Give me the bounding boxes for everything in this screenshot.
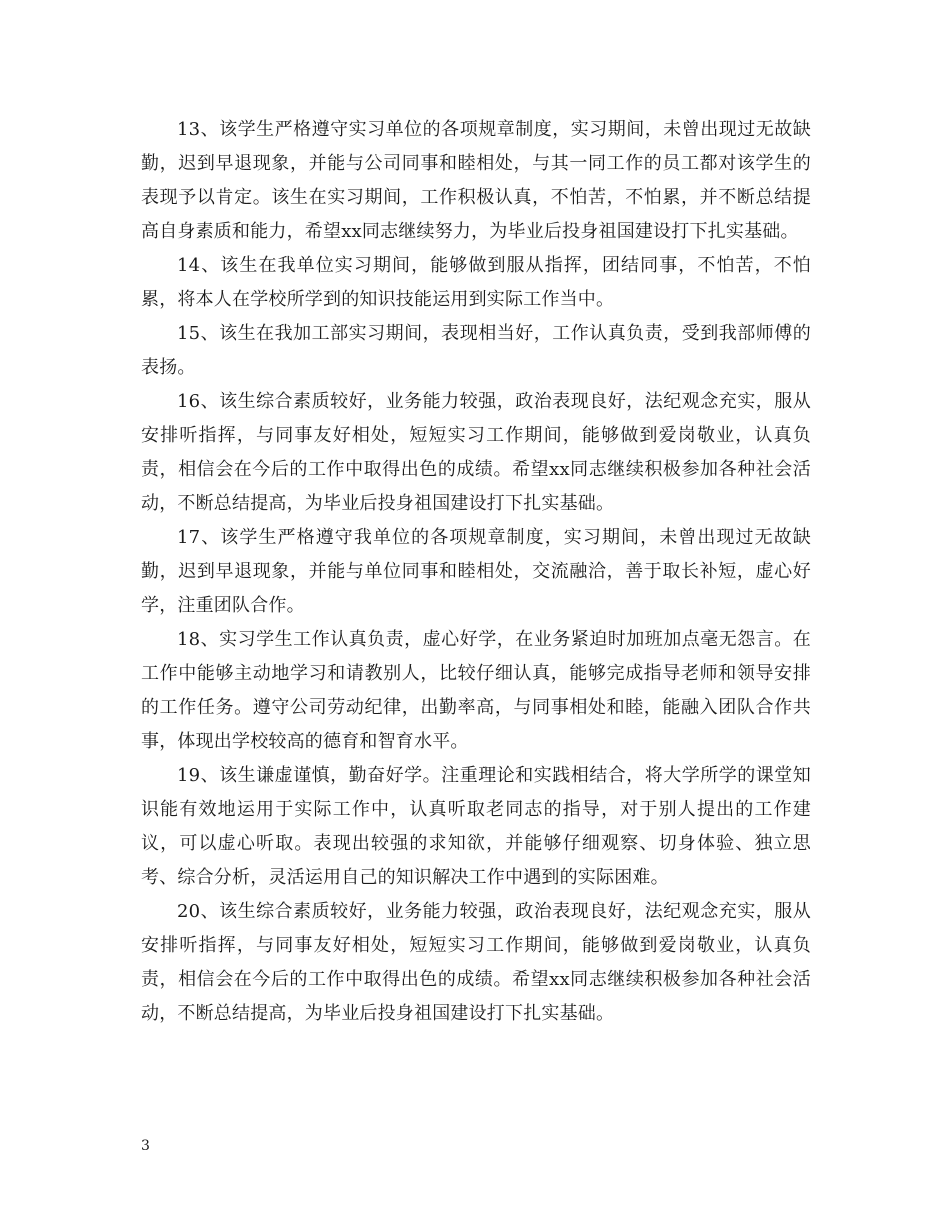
document-body [141, 113, 811, 1031]
paragraph-14: 14、该生在我单位实习期间，能够做到服从指挥，团结同事，不怕苦，不怕累，将本人在学校所学到的知识技能运用到实际工作当中。 [141, 255, 811, 310]
paragraph-16: 16、该生综合素质较好，业务能力较强，政治表现良好，法纪观念充实，服从安排听指挥，与同事友好相处，短短实习工作期间，能够做到爱岗敬业，认真负责，相信会在今后的工作中取得出色的成绩。希望xx同志继续积极参加各种社会活动，不断总结提高，为毕业后投身祖国建设打下扎实基础。 [141, 391, 811, 514]
paragraph-18: 18、实习学生工作认真负责，虚心好学，在业务紧迫时加班加点毫无怨言。在工作中能够主动地学习和请教别人，比较仔细认真，能够完成指导老师和领导安排的工作任务。遵守公司劳动纪律，出勤率高，与同事相处和睦，能融入团队合作共事，体现出学校较高的德育和智育水平。 [141, 629, 811, 752]
paragraph-13: 13、该学生严格遵守实习单位的各项规章制度，实习期间，未曾出现过无故缺勤，迟到早退现象，并能与公司同事和睦相处，与其一同工作的员工都对该学生的表现予以肯定。该生在实习期间，工作积极认真，不怕苦，不怕累，并不断总结提高自身素质和能力，希望xx同志继续努力，为毕业后投身祖国建设打下扎实基础。 [141, 119, 811, 242]
paragraph-17: 17、该学生严格遵守我单位的各项规章制度，实习期间，未曾出现过无故缺勤，迟到早退现象，并能与单位同事和睦相处，交流融洽，善于取长补短，虚心好学，注重团队合作。 [141, 527, 811, 616]
paragraph-19: 19、该生谦虚谨慎，勤奋好学。注重理论和实践相结合，将大学所学的课堂知识能有效地运用于实际工作中，认真听取老同志的指导，对于别人提出的工作建议，可以虚心听取。表现出较强的求知欲，并能够仔细观察、切身体验、独立思考、综合分析，灵活运用自己的知识解决工作中遇到的实际困难。 [141, 765, 811, 888]
page-number: 3 [141, 1138, 150, 1154]
paragraph-15: 15、该生在我加工部实习期间，表现相当好，工作认真负责，受到我部师傅的表扬。 [141, 323, 811, 378]
paragraph-20: 20、该生综合素质较好，业务能力较强，政治表现良好，法纪观念充实，服从安排听指挥，与同事友好相处，短短实习工作期间，能够做到爱岗敬业，认真负责，相信会在今后的工作中取得出色的成绩。希望xx同志继续积极参加各种社会活动，不断总结提高，为毕业后投身祖国建设打下扎实基础。 [141, 901, 811, 1024]
